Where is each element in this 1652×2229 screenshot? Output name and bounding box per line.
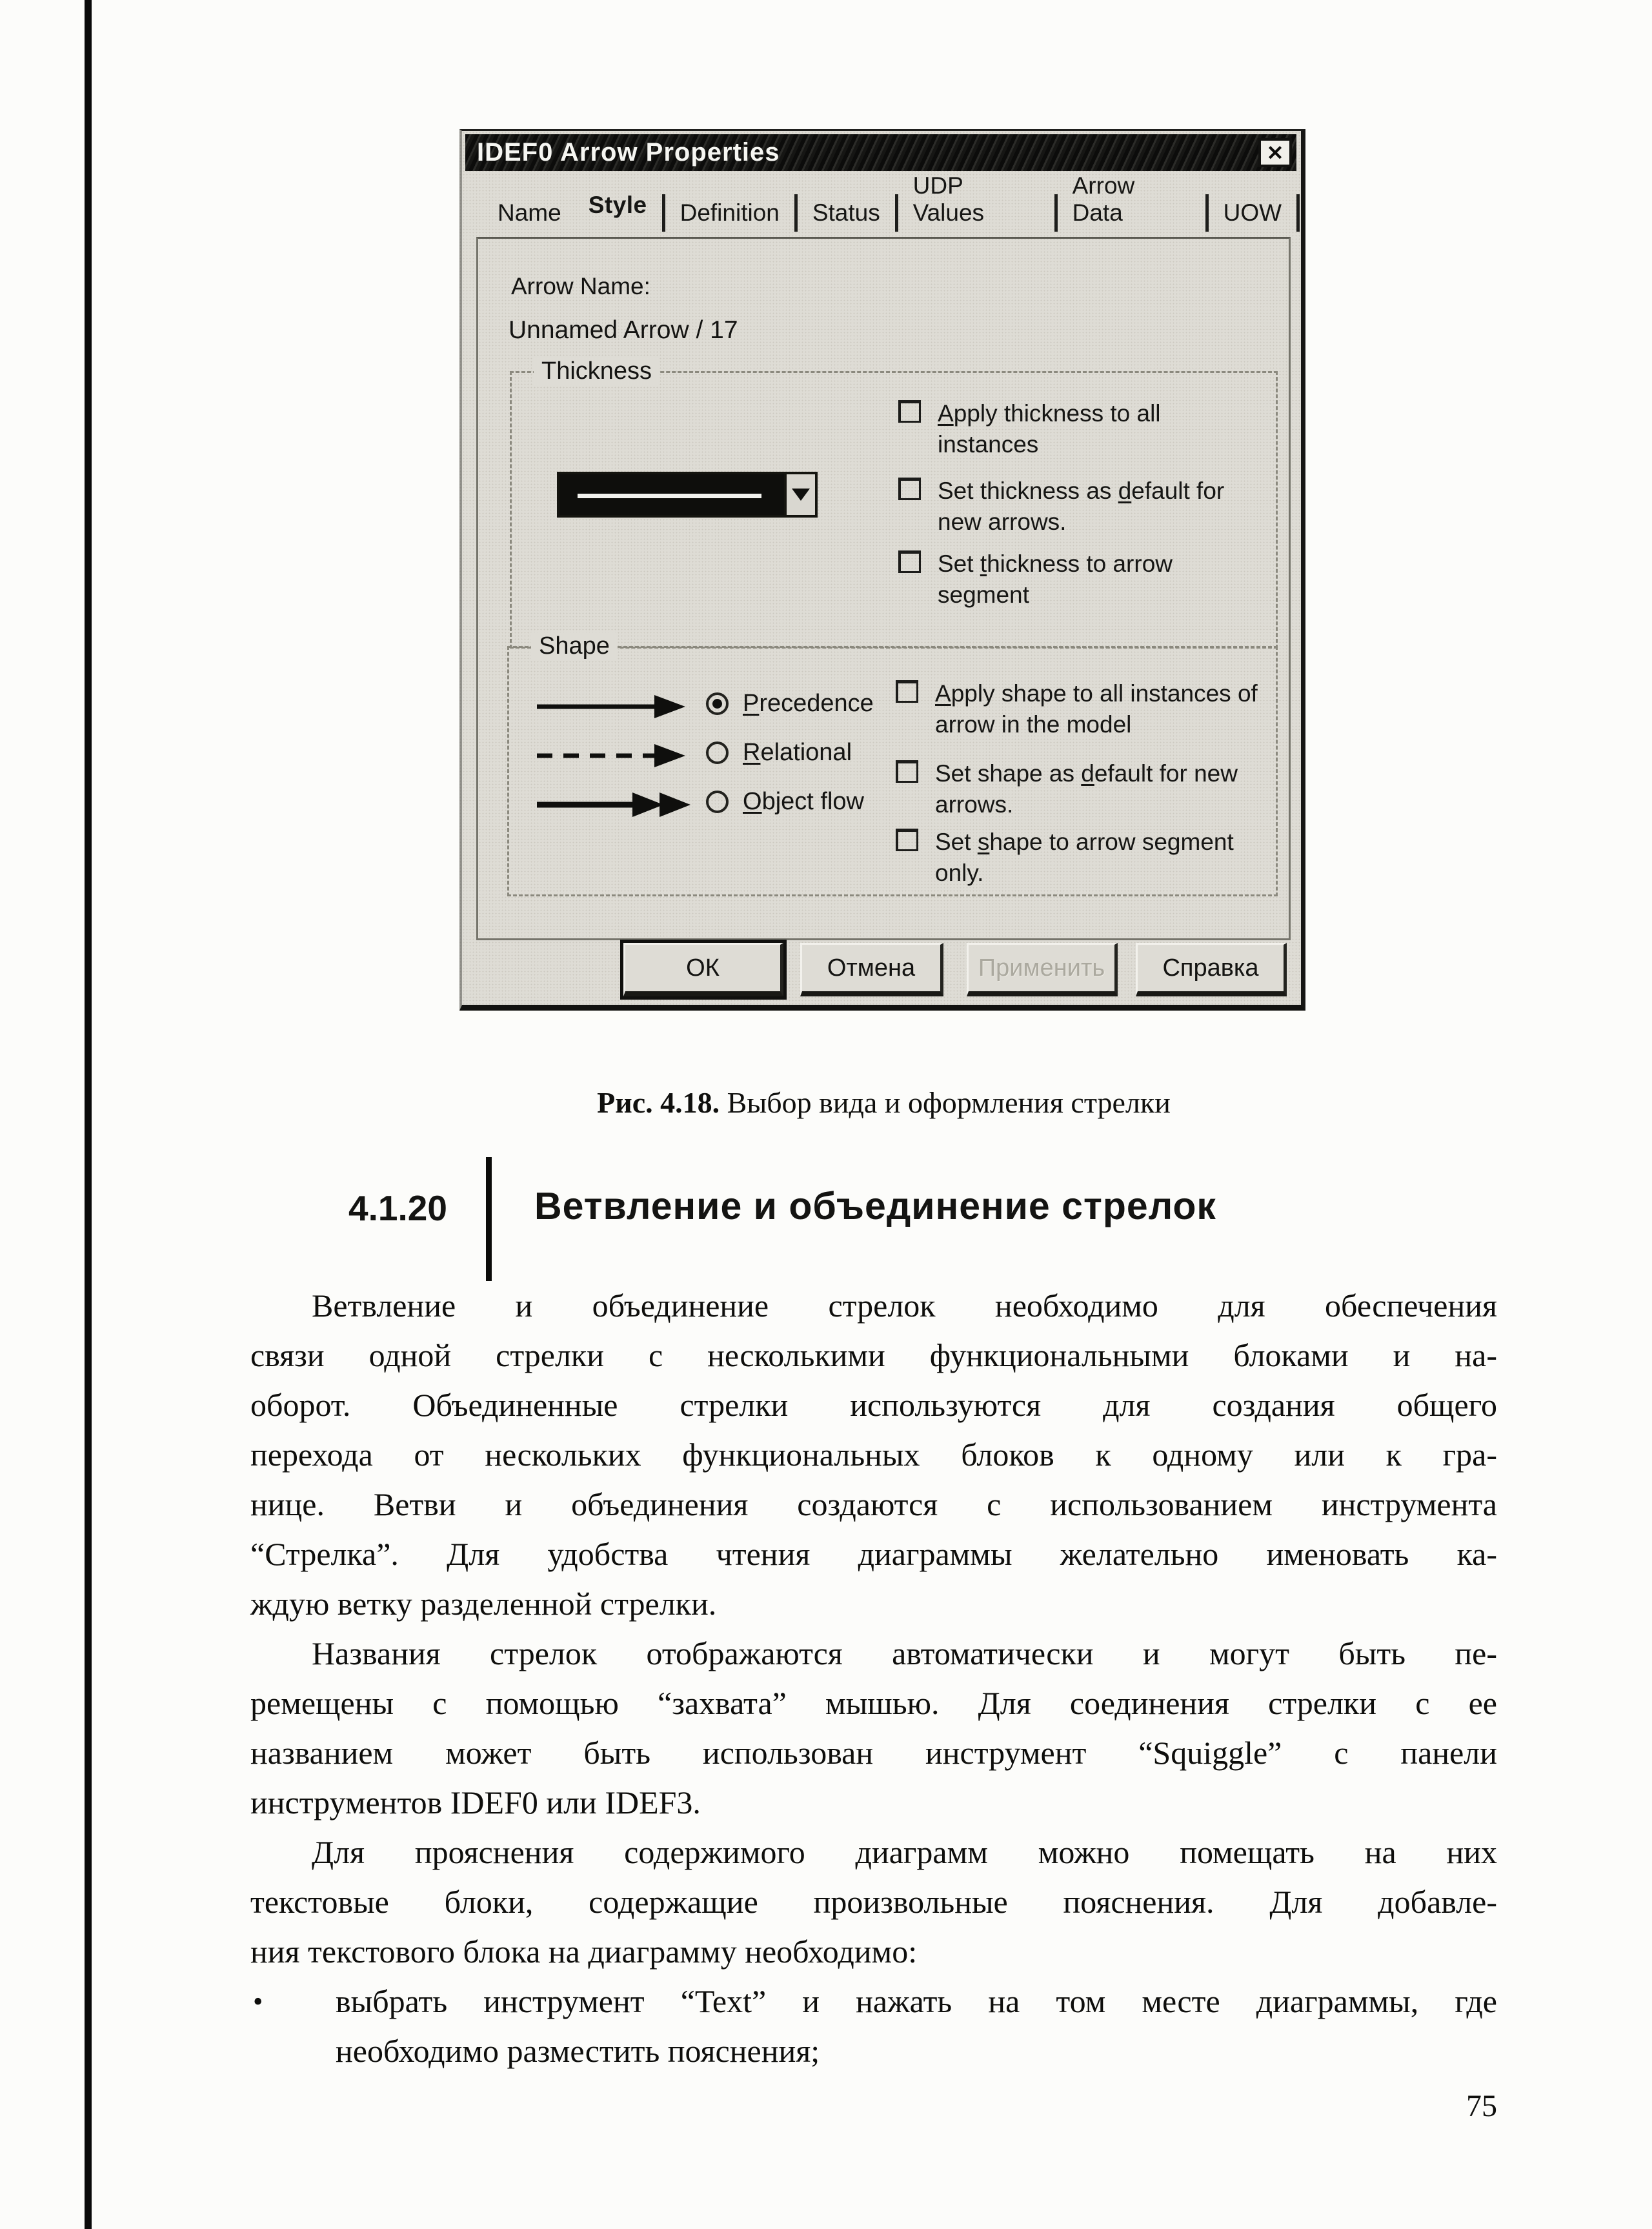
page-number: 75 (1466, 2089, 1497, 2123)
section-title: Ветвление и объединение стрелок (534, 1185, 1216, 1227)
tab-status[interactable]: Status (812, 199, 880, 226)
tab-separator (895, 194, 898, 232)
paragraph (250, 1828, 1497, 1977)
tab-separator (1054, 194, 1058, 232)
checkbox-row (898, 476, 1260, 538)
text-line: Ветвление и объединение стрелок необходимо для обеспечения (312, 1287, 1497, 1324)
checkbox-label: Set thickness as default for new arrows. (938, 478, 1225, 535)
text-line: Названия стрелок отображаются автоматически и могут быть пе- (312, 1635, 1497, 1671)
radio-row (706, 788, 864, 816)
object-flow-radio[interactable] (706, 791, 729, 813)
checkbox-row (896, 827, 1264, 889)
text-line: Для прояснения содержимого диаграмм можно помещать на них (312, 1834, 1497, 1870)
tab-uow[interactable]: UOW (1223, 199, 1282, 226)
shape-group-label: Shape (531, 632, 618, 660)
checkbox-label: Apply thickness to all instances (938, 400, 1161, 458)
apply-button[interactable]: Применить (967, 943, 1118, 996)
bullet-item (250, 1977, 1497, 2076)
page-binding-line (85, 0, 92, 2229)
paragraph (250, 1281, 1497, 1629)
apply-thickness-checkbox[interactable] (898, 400, 921, 423)
arrow-name-label: Arrow Name: (511, 273, 650, 299)
text-line: “Стрелка”. Для удобства чтения диаграммы желательно именовать ка- (250, 1536, 1497, 1572)
cancel-button[interactable]: Отмена (800, 943, 943, 996)
tab-style[interactable]: Style (588, 192, 647, 218)
checkbox-row (898, 398, 1260, 460)
shape-default-checkbox[interactable] (896, 760, 918, 783)
text-line: перехода от нескольких функциональных блоков к одному или к гра- (250, 1437, 1497, 1473)
body-text (250, 1281, 1497, 2076)
text-line: выбрать инструмент “Text” и нажать на том месте диаграммы, где (336, 1983, 1497, 2019)
text-line: ния текстового блока на диаграмму необходимо: (250, 1933, 918, 1970)
radio-label: Relational (743, 739, 852, 766)
checkbox-label: Set shape to arrow segment only. (935, 829, 1234, 886)
relational-radio[interactable] (706, 741, 729, 764)
text-line: необходимо разместить пояснения; (336, 2033, 820, 2069)
tab-strip (484, 172, 1301, 237)
figure-caption-number: Рис. 4.18. (597, 1086, 720, 1119)
chevron-down-icon (792, 489, 810, 501)
tab-separator (662, 194, 665, 232)
text-line: нице. Ветви и объединения создаются с использованием инструмента (250, 1486, 1497, 1522)
text-line: ждую ветку разделенной стрелки. (250, 1586, 717, 1622)
tab-udp-values[interactable]: UDP Values (912, 172, 985, 226)
shape-segment-checkbox[interactable] (896, 829, 918, 851)
radio-label: Precedence (743, 690, 874, 717)
dialog-title: IDEF0 Arrow Properties (477, 138, 780, 166)
relational-arrow-sample (536, 741, 690, 770)
bullet-marker: • (253, 1986, 263, 2017)
tab-definition[interactable]: Definition (680, 199, 780, 226)
checkbox-label: Set shape as default for new arrows. (935, 760, 1238, 818)
checkbox-row (896, 678, 1264, 740)
text-line: текстовые блоки, содержащие произвольные пояснения. Для добавле- (250, 1884, 1497, 1920)
checkbox-label: Set thickness to arrow segment (938, 550, 1173, 608)
arrow-name-value: Unnamed Arrow / 17 (509, 316, 738, 344)
tab-name[interactable]: Name (498, 199, 561, 226)
checkbox-row (896, 758, 1264, 820)
figure-caption-text: Выбор вида и оформления стрелки (720, 1086, 1171, 1119)
tab-separator (794, 194, 798, 232)
ok-button[interactable]: ОК (623, 943, 783, 996)
thickness-default-checkbox[interactable] (898, 478, 921, 500)
radio-row (706, 739, 852, 767)
precedence-arrow-sample (536, 692, 690, 721)
section-number: 4.1.20 (348, 1188, 447, 1228)
text-line: оборот. Объединенные стрелки используются для создания общего (250, 1387, 1497, 1423)
close-icon: ✕ (1266, 141, 1284, 165)
thickness-group-label: Thickness (534, 358, 660, 385)
close-button[interactable] (1258, 138, 1292, 167)
figure-caption (462, 1085, 1305, 1120)
precedence-radio[interactable] (706, 692, 729, 715)
tab-separator (1296, 194, 1300, 232)
text-line: названием может быть использован инструмент “Squiggle” с панели (250, 1735, 1497, 1771)
radio-label: Object flow (743, 788, 864, 815)
apply-shape-checkbox[interactable] (896, 680, 918, 703)
thickness-combobox[interactable] (557, 472, 818, 518)
thickness-sample-selected (559, 474, 784, 515)
help-button[interactable]: Справка (1136, 943, 1287, 996)
thickness-line-sample (578, 494, 761, 498)
checkbox-row (898, 549, 1260, 610)
checkbox-label: Apply shape to all instances of arrow in the model (935, 680, 1258, 738)
text-line: связи одной стрелки с несколькими функциональными блоками и на- (250, 1337, 1497, 1373)
combobox-dropdown-button[interactable] (784, 474, 815, 515)
tab-separator (1205, 194, 1209, 232)
idef0-arrow-properties-dialog (459, 129, 1305, 1011)
object-flow-arrow-sample (536, 791, 690, 819)
paragraph (250, 1629, 1497, 1828)
tab-arrow-data[interactable]: Arrow Data (1072, 172, 1135, 226)
thickness-segment-checkbox[interactable] (898, 550, 921, 573)
section-divider-bar (486, 1157, 492, 1281)
text-line: инструментов IDEF0 или IDEF3. (250, 1784, 701, 1821)
text-line: ремещены с помощью “захвата” мышью. Для соединения стрелки с ее (250, 1685, 1497, 1721)
radio-row (706, 690, 874, 718)
dialog-titlebar (465, 134, 1296, 171)
